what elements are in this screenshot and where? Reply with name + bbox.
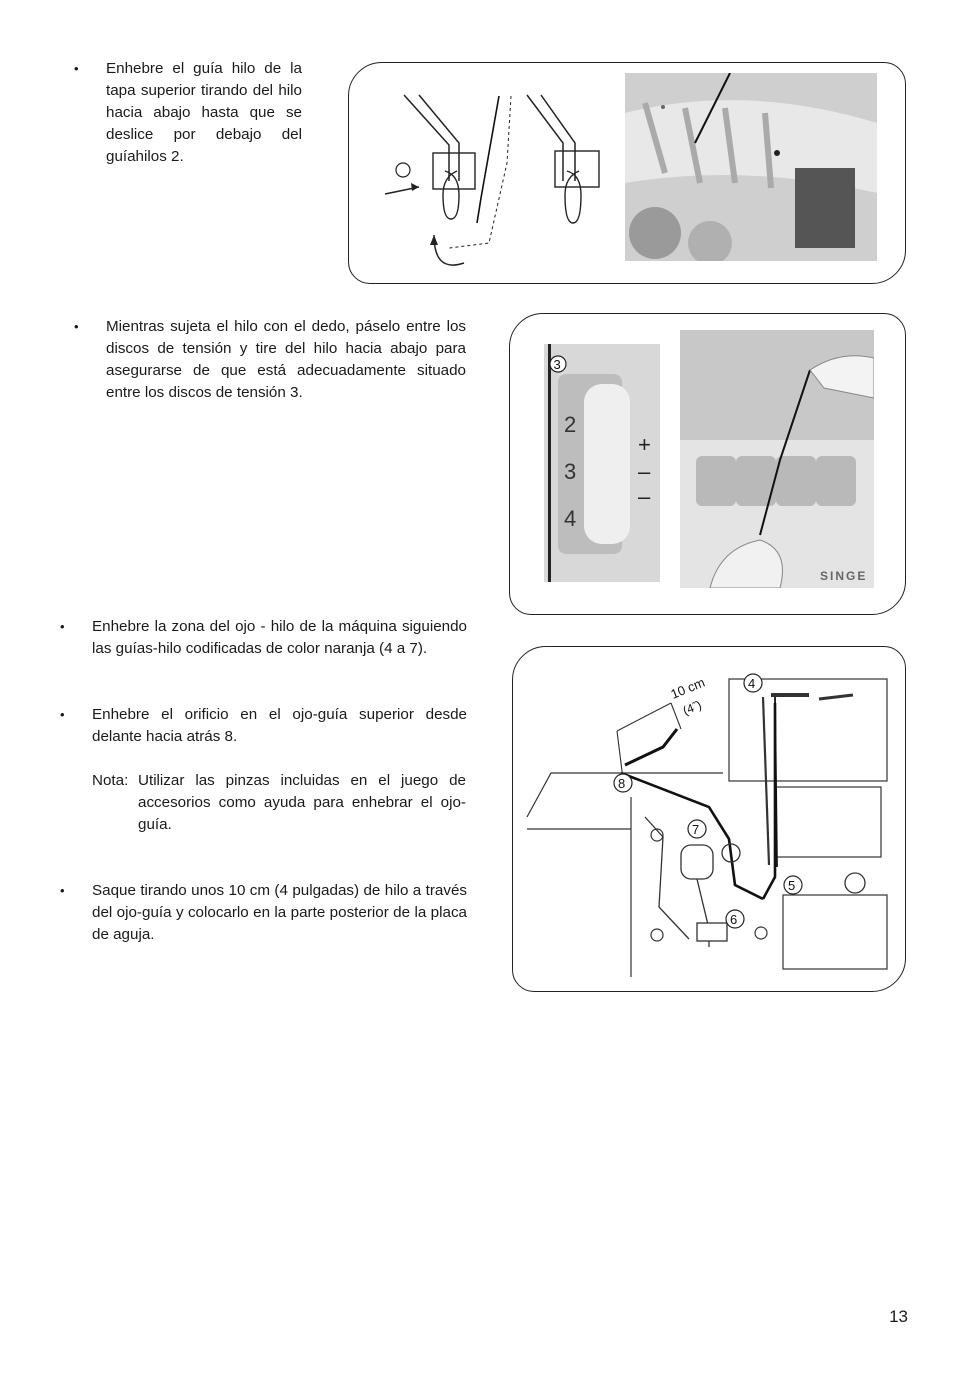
callout-6: [726, 910, 744, 928]
callout-3: 3: [553, 357, 561, 372]
tension-dial-photo: [544, 344, 660, 582]
instruction-4: [60, 704, 467, 748]
measure-imperial: (4˝): [680, 697, 704, 718]
instruction-1: [74, 58, 302, 168]
figure-1-panel: [348, 62, 906, 284]
figure-2-panel: [509, 313, 906, 615]
callout-7: [688, 820, 706, 838]
bullet: •: [60, 619, 65, 634]
instruction-2-text: Mientras sujeta el hilo con el dedo, páselo entre los discos de tensión y tire del hilo hacia abajo para asegurarse de que está adecuadamente situado entre los discos de tensión 3.: [106, 318, 466, 401]
figure-3-panel: [512, 646, 906, 992]
instruction-2: [74, 316, 466, 404]
instruction-1-text: Enhebre el guía hilo de la tapa superior tirando del hilo hacia abajo hasta que se deslice por debajo del guíahilos 2.: [106, 60, 302, 165]
callout-7-label: 7: [692, 822, 700, 837]
needle-threading-diagram: [513, 647, 905, 991]
instruction-5: [60, 880, 467, 946]
bullet: •: [60, 883, 65, 898]
note-label: Nota:: [92, 772, 129, 789]
measure-metric: 10 cm: [668, 674, 707, 702]
dial-number-3: 3: [564, 459, 577, 484]
dial-number-2: 2: [564, 412, 577, 437]
callout-6-label: 6: [730, 912, 738, 927]
bullet: •: [60, 707, 65, 722]
dial-number-4: 4: [564, 506, 577, 531]
top-cover-photo: [625, 73, 877, 261]
callout-5: [784, 876, 802, 894]
thread-guide-diagram: [349, 63, 619, 283]
reference-circle: [396, 163, 410, 177]
instruction-3: [60, 616, 467, 660]
callout-8-label: 8: [618, 776, 626, 791]
callout-4-label: 4: [748, 676, 756, 691]
dial-plus: +: [638, 432, 651, 457]
instruction-3-text: Enhebre la zona del ojo - hilo de la máquina siguiendo las guías-hilo codificadas de color naranja (4 a 7).: [92, 618, 467, 657]
dial-minus: –: [638, 459, 651, 484]
bullet: •: [74, 61, 79, 76]
bullet: •: [74, 319, 79, 334]
callout-8: [614, 774, 632, 792]
callout-4: [744, 674, 762, 692]
dial-minus-2: –: [638, 484, 651, 509]
note: [92, 770, 467, 840]
instruction-5-text: Saque tirando unos 10 cm (4 pulgadas) de hilo a través del ojo-guía y colocarlo en la parte posterior de la placa de aguja.: [92, 882, 467, 943]
note-text: Utilizar las pinzas incluidas en el juego de accesorios como ayuda para enhebrar el ojo-guía.: [138, 772, 466, 833]
brand-text: SINGE: [820, 569, 868, 583]
callout-5-label: 5: [788, 878, 796, 893]
tension-discs-photo: [680, 330, 874, 588]
page-number: 13: [889, 1307, 908, 1326]
instruction-4-text: Enhebre el orificio en el ojo-guía superior desde delante hacia atrás 8.: [92, 706, 467, 745]
